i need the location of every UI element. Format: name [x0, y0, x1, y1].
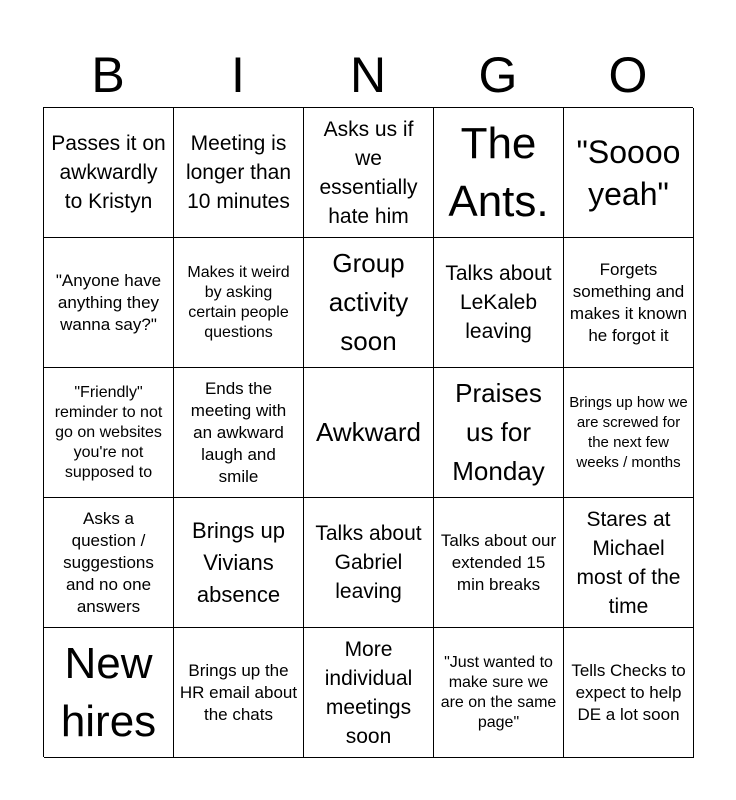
bingo-cell[interactable]: Brings up Vivians absence	[174, 498, 304, 628]
header-letter-o: O	[608, 47, 648, 103]
bingo-cell[interactable]: The Ants.	[434, 108, 564, 238]
bingo-cell[interactable]: Passes it on awkwardly to Kristyn	[44, 108, 174, 238]
bingo-cell[interactable]: "Friendly" reminder to not go on websites you're not supposed to	[44, 368, 174, 498]
bingo-cell[interactable]: Tells Checks to expect to help DE a lot soon	[564, 628, 694, 758]
header-letter-n: N	[349, 47, 387, 103]
bingo-cell[interactable]: Talks about LeKaleb leaving	[434, 238, 564, 368]
bingo-cell[interactable]: "Anyone have anything they wanna say?"	[44, 238, 174, 368]
bingo-header	[43, 44, 693, 106]
bingo-cell[interactable]: Group activity soon	[304, 238, 434, 368]
bingo-cell[interactable]: Brings up the HR email about the chats	[174, 628, 304, 758]
bingo-cell[interactable]: New hires	[44, 628, 174, 758]
bingo-cell[interactable]: Ends the meeting with an awkward laugh and smile	[174, 368, 304, 498]
bingo-cell[interactable]: Asks us if we essentially hate him	[304, 108, 434, 238]
bingo-cell[interactable]: Meeting is longer than 10 minutes	[174, 108, 304, 238]
bingo-grid	[43, 107, 693, 757]
bingo-cell[interactable]: "Soooo yeah"	[564, 108, 694, 238]
bingo-cell[interactable]: Forgets something and makes it known he forgot it	[564, 238, 694, 368]
bingo-cell[interactable]: More individual meetings soon	[304, 628, 434, 758]
header-letter-b: B	[91, 47, 125, 103]
bingo-cell[interactable]: Awkward	[304, 368, 434, 498]
bingo-cell[interactable]: Stares at Michael most of the time	[564, 498, 694, 628]
bingo-cell[interactable]: Makes it weird by asking certain people questions	[174, 238, 304, 368]
bingo-cell[interactable]: Talks about Gabriel leaving	[304, 498, 434, 628]
bingo-cell[interactable]: "Just wanted to make sure we are on the same page"	[434, 628, 564, 758]
header-letter-g: G	[478, 47, 518, 103]
bingo-cell[interactable]: Brings up how we are screwed for the next few weeks / months	[564, 368, 694, 498]
bingo-cell[interactable]: Talks about our extended 15 min breaks	[434, 498, 564, 628]
bingo-cell[interactable]: Asks a question / suggestions and no one answers	[44, 498, 174, 628]
header-letter-i: I	[231, 47, 245, 103]
bingo-cell[interactable]: Praises us for Monday	[434, 368, 564, 498]
